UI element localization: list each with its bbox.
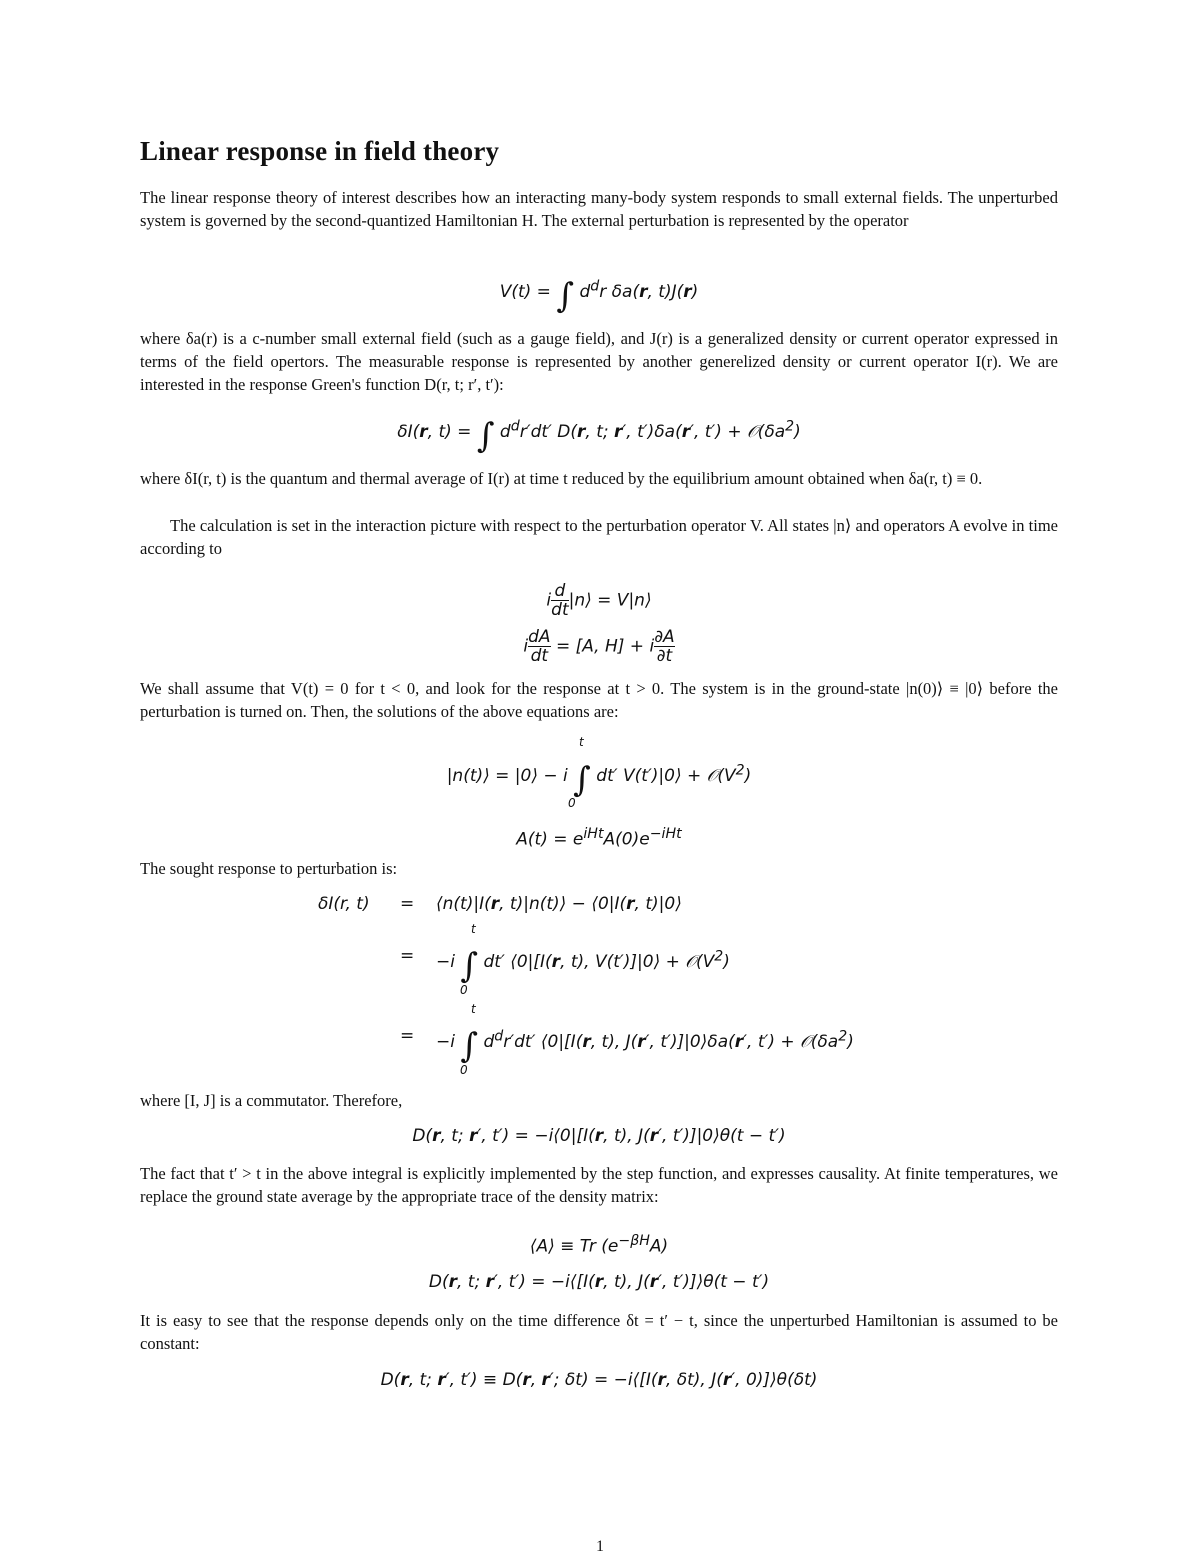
equation-thermal-average: ⟨A⟩ ≡ Tr $(e^{-\beta H}A)$ [529,1233,669,1257]
equation-perturbation: V(t) = ∫ $d^dr$ δa(r, t)J(r) [499,276,699,316]
section-title: Linear response in field theory [140,136,500,166]
aligned-eq-1: = [400,894,415,914]
paragraph-average: where δI(r, t) is the quantum and thermal average of I(r) at time t reduced by the equilibrium amount obtained when δa(r, t) ≡ 0. [140,469,983,488]
aligned-eq-3: = [400,1026,415,1046]
integral-lower-limit: 0 [460,1063,468,1077]
integral-upper-limit: t [471,922,476,936]
equation-state-evolution: i $\frac{d}{dt}$ |n⟩ = V|n⟩ [546,581,652,620]
integral-lower-limit: 0 [568,796,576,810]
equation-state-solution: |n(t)⟩ = |0⟩ − i ∫ dt′ V(t′)|0⟩ + $𝒪(V^2)$ [446,760,752,800]
page-number: 1 [596,1538,604,1555]
aligned-lhs: δI(r, t) [318,894,370,914]
aligned-row-3: −i ∫ $d^dr'dt'$ ⟨0|[I(r, t), J(r′, t′)]|0⟩δa(r′, $t') + 𝒪(\delta a^2)$ [436,1026,854,1066]
integral-lower-limit: 0 [460,983,468,997]
equation-time-translation: D(r, t; r′, t′) ≡ D(r, r′; δt) = −i⟨[I(r, δt), J(r′, 0)]⟩θ(δt) [380,1370,818,1390]
equation-operator-evolution: i $\frac{dA}{dt}$ = [A, H] + i $\frac{\partial A}{\partial t}$ [523,627,675,666]
paragraph-assumption: We shall assume that V(t) = 0 for t < 0, and look for the response at t > 0. The system is in the ground-state |n(0)⟩ ≡ |0⟩ before the perturbation is turned on. Then, the solutions of the above equations are: [140,679,1058,721]
equation-thermal-greens: D(r, t; r′, t′) = −i⟨[I(r, t), J(r′, t′)]⟩θ(t − t′) [428,1272,770,1292]
paragraph-interaction-picture: The calculation is set in the interaction picture with respect to the perturbation operator V. All states |n⟩ and operators A evolve in time according to [140,516,1058,558]
paragraph-causality: The fact that t′ > t in the above integral is explicitly implemented by the step function, and expresses causality. At finite temperatures, we replace the ground state average by the appropriate trace of the density matrix: [140,1164,1058,1206]
equation-greens-function: D(r, t; r′, t′) = −i⟨0|[I(r, t), J(r′, t′)]|0⟩θ(t − t′) [412,1126,786,1146]
paragraph-time-difference: It is easy to see that the response depends only on the time difference δt = t′ − t, since the unperturbed Hamiltonian is assumed to be constant: [140,1311,1058,1353]
aligned-eq-2: = [400,946,415,966]
aligned-row-1: ⟨n(t)|I(r, t)|n(t)⟩ − ⟨0|I(r, t)|0⟩ [436,894,682,914]
integral-upper-limit: t [579,735,584,749]
paragraph-intro: The linear response theory of interest describes how an interacting many-body system responds to small external fields. The unperturbed system is governed by the second-quantized Hamiltonian H. The external perturbation is represented by the operator [140,188,1058,230]
integral-upper-limit: t [471,1002,476,1016]
paragraph-definitions: where δa(r) is a c-number small external field (such as a gauge field), and J(r) is a generalized density or current operator expressed in terms of the field opertors. The measurable response is represented by another generelized density or current operator I(r). We are interested in the response Green's function D(r, t; r′, t′): [140,329,1058,394]
paragraph-commutator: where [I, J] is a commutator. Therefore, [140,1091,403,1110]
equation-response: δI(r, t) = ∫ $d^dr'dt'$ D(r, t; r′, t′)δa(r′, $t') + 𝒪(\delta a^2)$ [397,416,801,456]
aligned-row-2: −i ∫ dt′ ⟨0|[I(r, t), V(t′)]|0⟩ + $𝒪(V^2)$ [436,946,730,986]
paragraph-sought-response: The sought response to perturbation is: [140,859,398,878]
equation-heisenberg: $A(t) = e^{iHt}A(0)e^{-iHt}$ [516,826,682,850]
